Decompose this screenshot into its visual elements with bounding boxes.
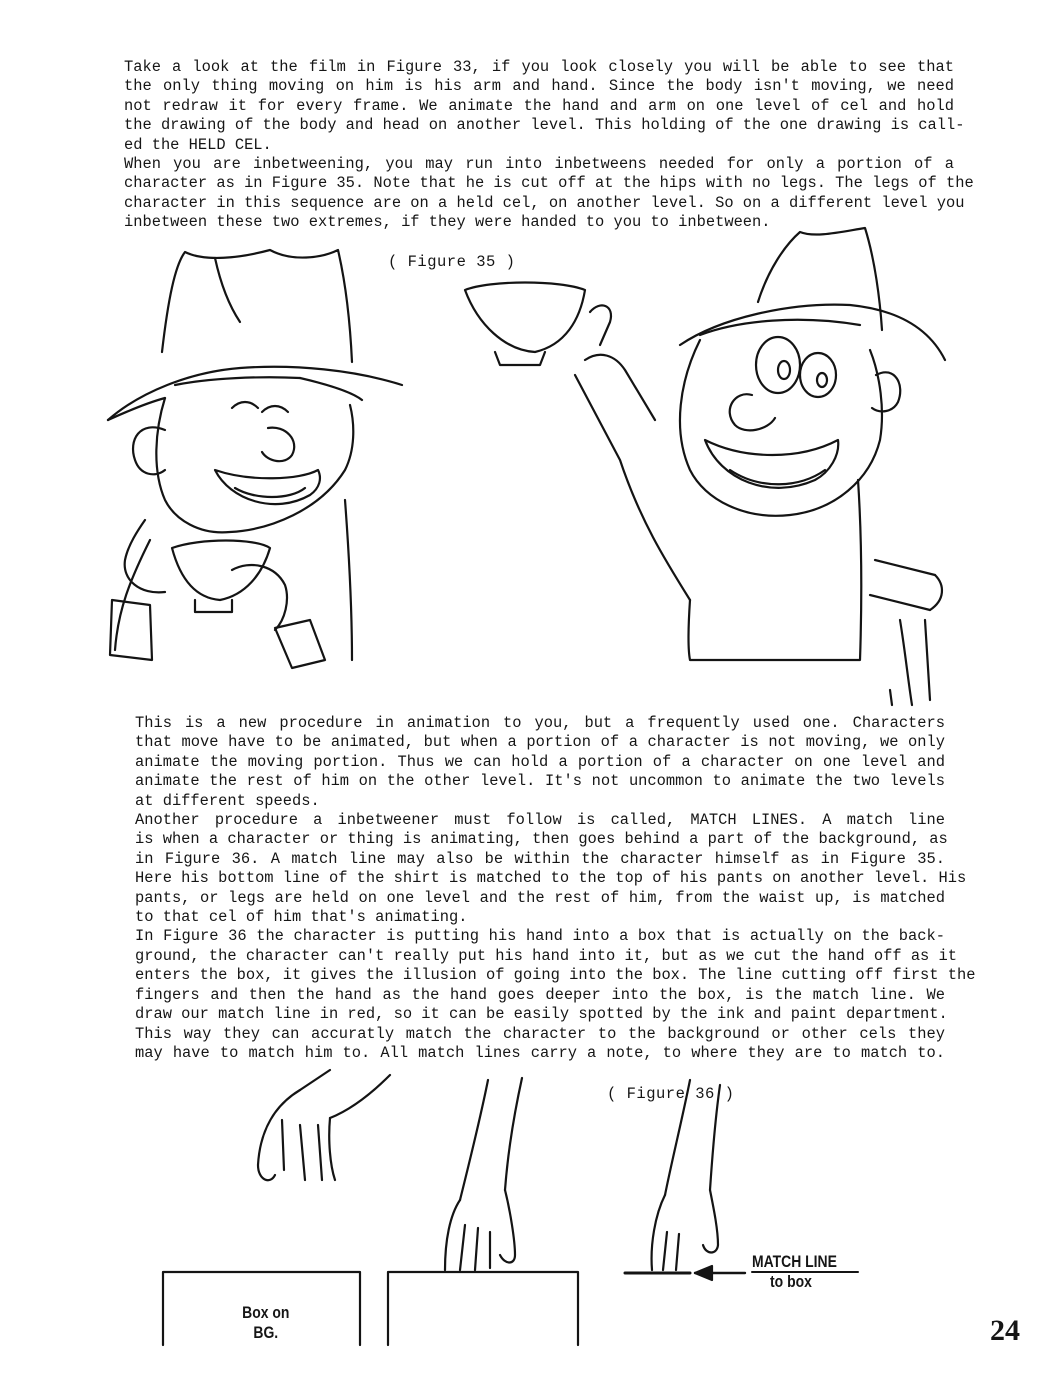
text-line: is when a character or thing is animating, then goes behind a part of the background, as (135, 830, 948, 849)
text-line: character in this sequence are on a held cel, on another level. So on a different level you (124, 193, 965, 212)
text-line: ed the HELD CEL. (124, 135, 272, 154)
text-line: This way they can accuratly match the character to the background or other cels they (135, 1024, 945, 1043)
match-line-subtitle: to box (770, 1272, 812, 1291)
text-line: This is a new procedure in animation to you, but a frequently used one. Characters (135, 714, 945, 732)
text-line: to that cel of him that's animating. (135, 908, 468, 927)
text-line: not redraw it for every frame. We animate the hand and arm on one level of cel and hold (124, 96, 954, 115)
text-line: ground, the character can't really put his hand into it, but as we cut the hand off as it (135, 946, 957, 965)
figure-35-caption: ( Figure 35 ) (388, 253, 516, 271)
text-line: When you are inbetweening, you may run into inbetweens needed for only a portion of a (124, 155, 954, 174)
text-line: may have to match him to. All match lines carry a note, to where they are to match to. (135, 1043, 945, 1062)
text-line: that move have to be animated, but when a portion of a character is not moving, we only (135, 733, 945, 752)
text-line: the drawing of the body and head on another level. This holding of the one drawing is call- (124, 116, 965, 135)
page-number: 24 (990, 1314, 1020, 1347)
text-line: inbetween these two extremes, if they were handed to you to inbetween. (124, 213, 771, 232)
text-line: Another procedure a inbetweener must follow is called, MATCH LINES. A match line (135, 811, 945, 830)
text-line: at different speeds. (135, 791, 320, 810)
box-label-line1: Box on (242, 1303, 290, 1322)
figure-36-caption: ( Figure 36 ) (607, 1085, 735, 1103)
match-line-title: MATCH LINE (752, 1252, 837, 1271)
text-line: In Figure 36 the character is putting his hand into a box that is actually on the back- (135, 927, 945, 946)
text-line: animate the moving portion. Thus we can hold a portion of a character on one level and (135, 752, 945, 771)
text-line: pants, or legs are held on one level and the rest of him, from the waist up, is matched (135, 888, 945, 907)
box-label-line2: BG. (253, 1323, 279, 1342)
box-label (233, 1303, 299, 1343)
match-line-label (752, 1252, 859, 1292)
text-line: in Figure 36. A match line may also be within the character himself as in Figure 35. (135, 849, 945, 868)
text-line: enters the box, it gives the illusion of going into the box. The line cutting off first the (135, 966, 976, 985)
text-line: the only thing moving on him is his arm and hand. Since the body isn't moving, we need (124, 77, 954, 96)
character-left-illustration (108, 250, 402, 668)
text-line: animate the rest of him on the other level. It's not uncommon to animate the two levels (135, 772, 945, 791)
text-line: character as in Figure 35. Note that he is cut off at the hips with no legs. The legs of the (124, 174, 974, 193)
character-right-illustration (465, 228, 945, 705)
text-line: fingers and then the hand as the hand goes deeper into the box, is the match line. We (135, 985, 945, 1004)
text-line: Take a look at the film in Figure 33, if you look closely you will be able to see that (124, 58, 954, 76)
text-line: draw our match line in red, so it can be easily spotted by the ink and paint department. (135, 1005, 948, 1024)
text-line: Here his bottom line of the shirt is matched to the top of his pants on another level. His (135, 869, 967, 888)
procedure-text-block (135, 714, 976, 1063)
